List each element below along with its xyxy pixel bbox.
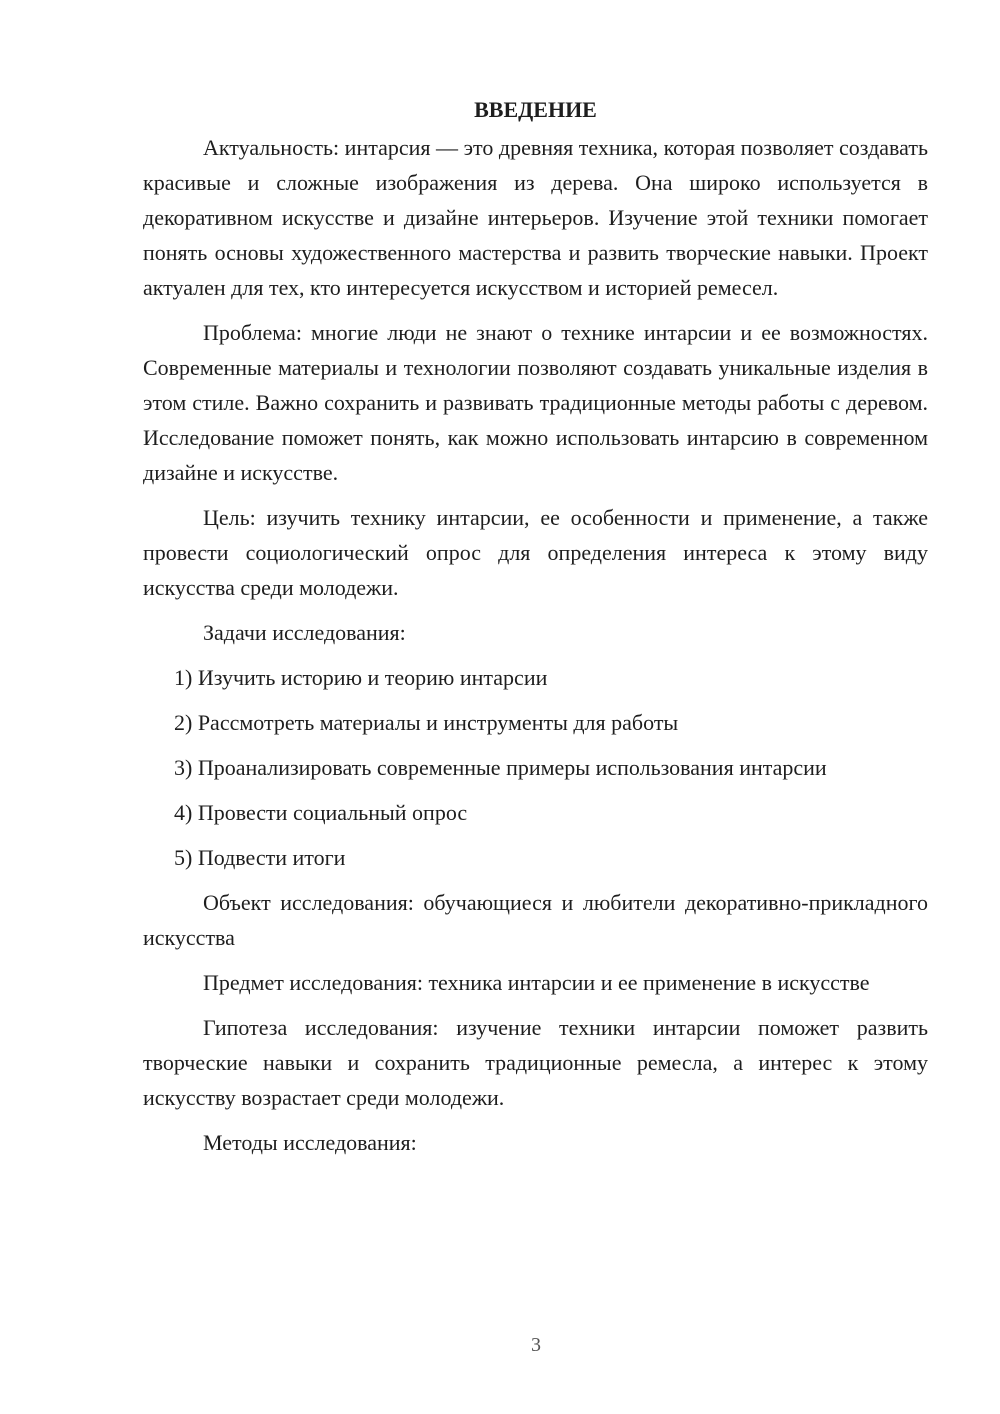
tasks-title: Задачи исследования: (203, 620, 406, 645)
methods-title: Методы исследования: (203, 1130, 417, 1155)
goal-paragraph: Цель: изучить технику интарсии, ее особенности и применение, а также провести социологический опрос для определения интереса к этому виду искусства среди молодежи. (143, 505, 928, 600)
section-heading: ВВЕДЕНИЕ (474, 97, 597, 122)
subject-paragraph: Предмет исследования: техника интарсии и ее применение в искусстве (203, 970, 870, 995)
list-item: 3) Проанализировать современные примеры использования интарсии (174, 755, 827, 780)
list-item: 1) Изучить историю и теорию интарсии (174, 665, 548, 690)
page-number: 3 (531, 1334, 541, 1356)
object-paragraph: Объект исследования: обучающиеся и любители декоративно-прикладного искусства (143, 890, 928, 950)
relevance-paragraph: Актуальность: интарсия — это древняя техника, которая позволяет создавать красивые и сложные изображения из дерева. Она широко используется в декоративном искусстве и дизайне интерьеров. Изучение этой техники помогает понять основы художественного мастерства и развить творческие навыки. Проект актуален для тех, кто интересуется искусством и историей ремесел. (143, 135, 928, 300)
document-page (143, 92, 928, 1170)
tasks-list (143, 660, 928, 875)
problem-paragraph: Проблема: многие люди не знают о технике интарсии и ее возможностях. Современные материалы и технологии позволяют создавать уникальные изделия в этом стиле. Важно сохранить и развивать традиционные методы работы с деревом. Исследование поможет понять, как можно использовать интарсию в современном дизайне и искусстве. (143, 320, 928, 485)
list-item: 4) Провести социальный опрос (174, 800, 468, 825)
list-item: 2) Рассмотреть материалы и инструменты для работы (174, 710, 679, 735)
list-item: 5) Подвести итоги (174, 845, 346, 870)
hypothesis-paragraph: Гипотеза исследования: изучение техники интарсии поможет развить творческие навыки и сохранить традиционные ремесла, а интерес к этому искусству возрастает среди молодежи. (143, 1015, 928, 1110)
